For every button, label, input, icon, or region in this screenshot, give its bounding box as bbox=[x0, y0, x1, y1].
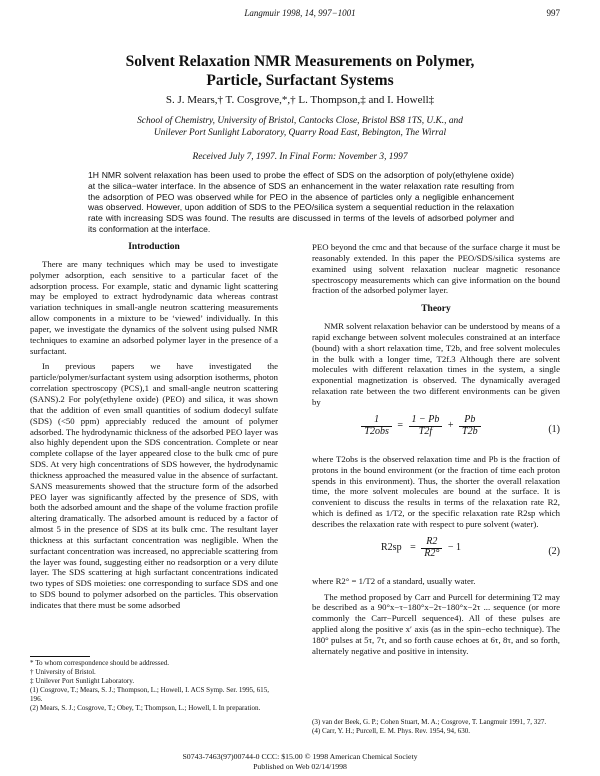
article-title bbox=[60, 52, 540, 90]
title-line-2: Particle, Surfactant Systems bbox=[206, 72, 394, 89]
right-column bbox=[312, 242, 560, 657]
title-line-1: Solvent Relaxation NMR Measurements on Polymer, bbox=[125, 53, 475, 70]
eq1-term2-denominator: T2b bbox=[462, 425, 478, 437]
theory-heading: Theory bbox=[421, 304, 451, 315]
footnote: (4) Carr, Y. H.; Purcell, E. M. Phys. Rev. 1954, 94, 630. bbox=[312, 727, 471, 736]
received-dates: Received July 7, 1997. In Final Form: November 3, 1997 bbox=[192, 152, 408, 162]
footnote: (1) Cosgrove, T.; Mears, S. J.; Thompson, L.; Howell, I. ACS Symp. Ser. 1995, 615, 196. bbox=[30, 686, 270, 704]
footnotes-left bbox=[30, 659, 280, 714]
theory-paragraph-4: The method proposed by Carr and Purcell for determining T2 may be described as a 90°x−τ−180°x−2τ−180°x−2τ ... sequence (or more commonly the Carr−Purcell sequence4). All of these pulses are applied along the positive x′ axis (as in the spin−echo technique). The 180° pulses at 5τ, 7τ, and so forth cause echoes at 6τ, 8τ, and so forth, alternately negative and positive in intensity. bbox=[312, 591, 560, 656]
eq1-lhs-denominator: T2obs bbox=[364, 425, 389, 437]
footnote: (2) Mears, S. J.; Cosgrove, T.; Obey, T.; Thompson, L.; Howell, I. In preparation. bbox=[30, 704, 261, 713]
equation-2-number: (2) bbox=[548, 545, 560, 557]
theory-paragraph-3: where R2° = 1/T2 of a standard, usually water. bbox=[312, 575, 476, 586]
equation-1 bbox=[312, 415, 560, 447]
publication-info bbox=[60, 752, 540, 771]
page-number: 997 bbox=[546, 8, 560, 18]
equation-2 bbox=[312, 537, 560, 569]
footnotes-right bbox=[312, 718, 564, 736]
eq2-lhs: R2sp bbox=[381, 541, 402, 553]
theory-paragraph-1: NMR solvent relaxation behavior can be understood by means of a rapid exchange between solvent molecules constrained at an interface (bound) with a short relaxation time, T2b, and free solvent molecules in the bulk with a longer time, T2f.3 Although there are solvent molecules with different relaxation times in the system, a single exponential magnetization is observed. The dynamically averaged relaxation rate between the two different environments can be given by bbox=[312, 321, 560, 407]
eq1-term2-numerator: Pb bbox=[459, 415, 481, 427]
intro-paragraph-1: There are many techniques which may be used to investigate polymer adsorption, each sensitive to a particular facet of the adsorption process. For example, static and dynamic light scattering may be employed to extract hydrodynamic data whereas contrast variation techniques in small-angle neutron scattering measurements allow components in a mixture to be ‘viewed’ individually. In this paper, we investigate the dynamics of the solvent using pulsed NMR techniques to examine an adsorbed polymer layer in the presence of a surfactant. bbox=[30, 258, 278, 356]
eq1-equals: = bbox=[397, 419, 404, 431]
eq2-numerator: R2 bbox=[421, 537, 442, 549]
author-list: S. J. Mears,† T. Cosgrove,*,† L. Thompson,‡ and I. Howell‡ bbox=[165, 94, 435, 106]
footnote: * To whom correspondence should be addressed. bbox=[30, 659, 170, 667]
intro-continuation: PEO beyond the cmc and that because of the surface charge it must be reasonably extended. In this paper the PEO/SDS/silica systems are examined using solvent relaxation nuclear magnetic resonance spectroscopy measurements which can give information on the bound fraction of the adsorbed polymer layer. bbox=[312, 242, 560, 296]
theory-paragraph-2: where T2obs is the observed relaxation time and Pb is the fraction of protons in the bound environment (or the fraction of time each proton spends in this environment). Thus, the shorter the overall relaxation time, the more solvent molecules are bound at the surface. It is convenient to discuss the results in terms of the relaxation rate R2, which is defined as 1/T2, or the specific relaxation rate R2sp which describes the relaxation rate with respect to pure solvent (water). bbox=[312, 453, 560, 529]
eq1-term1-denominator: T2f bbox=[418, 425, 433, 437]
affiliation-line-1: School of Chemistry, University of Bristol, Cantocks Close, Bristol BS8 1TS, U.K., and bbox=[137, 116, 463, 126]
eq2-equals: = bbox=[410, 541, 416, 553]
eq2-minus-one: − 1 bbox=[447, 541, 461, 553]
footnote: (3) van der Beek, G. P.; Cohen Stuart, M. A.; Cosgrove, T. Langmuir 1991, 7, 327. bbox=[312, 718, 547, 726]
footnote: ‡ Unilever Port Sunlight Laboratory. bbox=[30, 677, 135, 686]
eq1-term1-numerator: 1 − Pb bbox=[409, 415, 443, 427]
eq1-plus: + bbox=[447, 419, 454, 431]
intro-paragraph-2: In previous papers we have investigated the particle/polymer/surfactant system using adsorption isotherms, photon correlation spectroscopy (PCS),1 and small-angle neutron scattering (SANS).2 For poly(ethylene oxide) (PEO) and silica, it was shown that the addition of even small quantities of sodium dodecyl sulfate (SDS) (<50 ppm) appreciably reduced the amount of polymer adsorbed. The hydrodynamic thickness of the adsorbed PEO layer was also highly dependent upon the SDS concentration. Complete or near complete collapse of the layer appeared close to the bulk cmc of pure SDS. At very high concentrations of SDS however, the hydrodynamic thickness approached the measured value in the absence of surfactant. SANS measurements showed that the structure form of the adsorbed PEO layer was significantly affected by the presence of SDS, with both the adsorbed amount and the shape of the volume fraction profile altering dramatically. The adsorbed amount is reduced by a factor of almost 5 in the presence of SDS at its bulk cmc. The resultant layer thickness at this surfactant concentration was negligible. When the surfactant concentration was increased, no appreciable scattering from the layer was found, suggesting either no readsorption or a very dilute layer. The SDS scattering at high surfactant concentrations indicated two types of SDS moieties: one corresponding to surface SDS and one to SDS bound to polymer adsorbed on the particles. This observation indicates that there must be some adsorbed bbox=[30, 361, 278, 610]
footnote-rule bbox=[30, 656, 90, 657]
running-header bbox=[40, 8, 560, 22]
eq1-lhs-numerator: 1 bbox=[361, 415, 391, 427]
left-column bbox=[30, 242, 278, 611]
affiliation-line-2: Unilever Port Sunlight Laboratory, Quarry Road East, Bebington, The Wirral bbox=[153, 128, 447, 138]
publication-codes: S0743-7463(97)00744-0 CCC: $15.00 © 1998 American Chemical Society bbox=[182, 752, 418, 761]
equation-1-number: (1) bbox=[548, 423, 560, 435]
affiliations bbox=[60, 115, 540, 139]
publication-date: Published on Web 02/14/1998 bbox=[253, 761, 347, 771]
introduction-heading: Introduction bbox=[128, 242, 180, 252]
abstract: 1H NMR solvent relaxation has been used to probe the effect of SDS on the adsorption of poly(ethylene oxide) at the silica−water interface. In the absence of SDS an enhancement in the water relaxation rate resulting from the adsorption of PEO was observed while for PEO in the absence of particles only a negligible enhancement was observed. However, upon addition of SDS to the PEO/silica system a sequential reduction in the relaxation rate with increasing SDS was found. The results are discussed in terms of the levels of adsorbed polymer and its conformation at the interface. bbox=[88, 170, 514, 234]
eq2-denominator: R2° bbox=[424, 547, 440, 559]
footnote: † University of Bristol. bbox=[30, 668, 96, 677]
journal-citation: Langmuir 1998, 14, 997−1001 bbox=[244, 8, 356, 18]
